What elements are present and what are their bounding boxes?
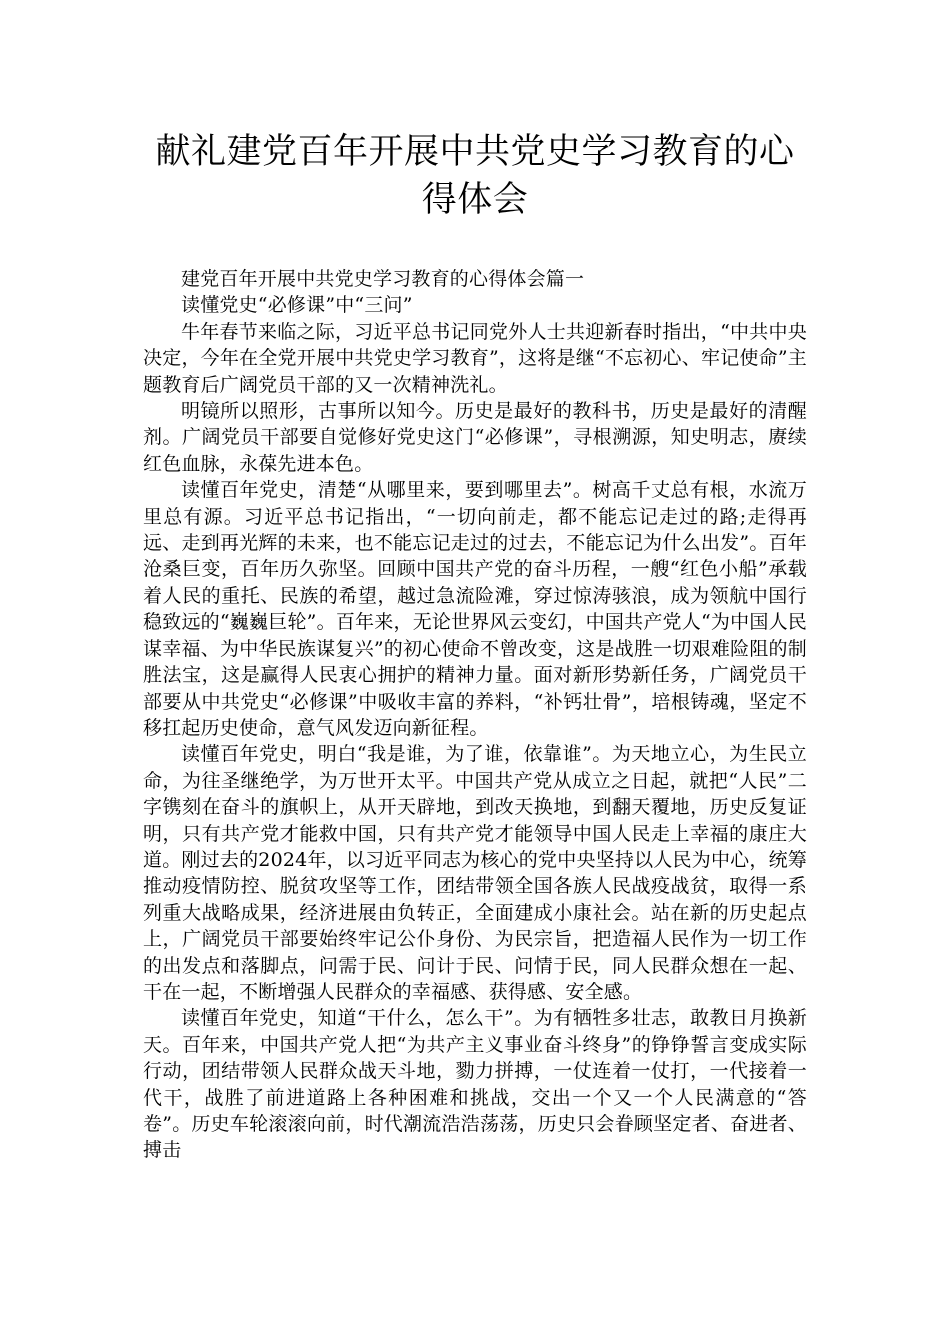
document-page <box>143 0 807 1344</box>
document-title <box>143 0 807 224</box>
body-paragraph: 明镜所以照形，古事所以知今。历史是最好的教科书，历史是最好的清醒剂。广阔党员干部要自觉修好党史这门“必修课”，寻根溯源，知史明志，赓续红色血脉，永葆先进本色。 <box>143 400 807 475</box>
document-body <box>143 266 807 1164</box>
body-paragraph: 读懂百年党史，知道“干什么，怎么干”。为有牺牲多壮志，敢教日月换新天。百年来，中国共产党人把“为共产主义事业奋斗终身”的铮铮誓言变成实际行动，团结带领人民群众战天斗地，勠力拼搏，一仗连着一仗打，一代接着一代干，战胜了前进道路上各种困难和挑战，交出一个又一个人民满意的“答卷”。历史车轮滚滚向前，时代潮流浩浩荡荡，历史只会眷顾坚定者、奋进者、搏击 <box>143 1007 807 1162</box>
body-paragraph: 读懂百年党史，清楚“从哪里来，要到哪里去”。树高千丈总有根，水流万里总有源。习近平总书记指出，“一切向前走，都不能忘记走过的路;走得再远、走到再光辉的未来，也不能忘记走过的过去，不能忘记为什么出发”。百年沧桑巨变，百年历久弥坚。回顾中国共产党的奋斗历程，一艘“红色小船”承载着人民的重托、民族的希望，越过急流险滩，穿过惊涛骇浪，成为领航中国行稳致远的“巍巍巨轮”。百年来，无论世界风云变幻，中国共产党人“为中国人民谋幸福、为中华民族谋复兴”的初心使命不曾改变，这是战胜一切艰难险阻的制胜法宝，这是赢得人民衷心拥护的精神力量。面对新形势新任务，广阔党员干部要从中共党史“必修课”中吸收丰富的养料，“补钙壮骨”，培根铸魂，坚定不移扛起历史使命，意气风发迈向新征程。 <box>143 479 807 739</box>
body-paragraph: 读懂百年党史，明白“我是谁，为了谁，依靠谁”。为天地立心，为生民立命，为往圣继绝学，为万世开太平。中国共产党从成立之日起，就把“人民”二字镌刻在奋斗的旗帜上，从开天辟地，到改天换地，到翻天覆地，历史反复证明，只有共产党才能救中国，只有共产党才能领导中国人民走上幸福的康庄大道。刚过去的2024年，以习近平同志为核心的党中央坚持以人民为中心，统筹推动疫情防控、脱贫攻坚等工作，团结带领全国各族人民战疫战贫，取得一系列重大战略成果，经济进展由负转正，全面建成小康社会。站在新的历史起点上，广阔党员干部要始终牢记公仆身份、为民宗旨，把造福人民作为一切工作的出发点和落脚点，问需于民、问计于民、问情于民，同人民群众想在一起、干在一起，不断增强人民群众的幸福感、获得感、安全感。 <box>143 743 807 1003</box>
title-line-1: 献礼建党百年开展中共党史学习教育的心 <box>155 132 795 172</box>
subtitle-paragraph: 建党百年开展中共党史学习教育的心得体会篇一 <box>181 268 585 290</box>
title-line-2: 得体会 <box>421 180 529 220</box>
body-paragraph: 牛年春节来临之际，习近平总书记同党外人士共迎新春时指出，“中共中央决定，今年在全党开展中共党史学习教育”，这将是继“不忘初心、牢记使命”主题教育后广阔党员干部的又一次精神洗礼。 <box>143 320 807 396</box>
section-heading: 读懂党史“必修课”中“三问” <box>181 294 413 317</box>
